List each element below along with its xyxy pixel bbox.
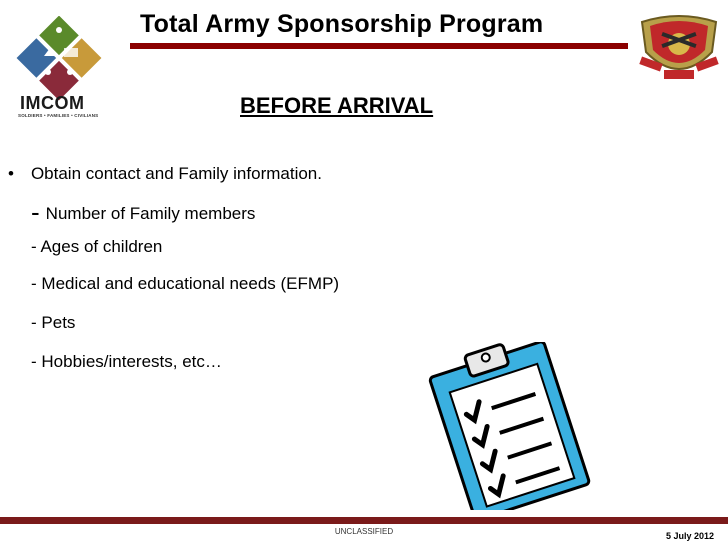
sub-point-text: Hobbies/interests, etc… xyxy=(41,352,222,371)
sub-point-dash: - xyxy=(31,237,37,256)
section-title: BEFORE ARRIVAL xyxy=(240,93,434,118)
header-divider xyxy=(130,43,628,49)
footer-divider xyxy=(0,517,728,524)
imcom-logo-name: IMCOM xyxy=(20,93,85,113)
sub-point-dash: - xyxy=(31,313,37,332)
sub-point xyxy=(31,197,255,228)
sub-point xyxy=(31,352,222,372)
sub-point-dash: - xyxy=(31,274,37,293)
sub-point xyxy=(31,313,75,333)
sub-point-dash: - xyxy=(31,352,37,371)
sub-point xyxy=(31,237,162,257)
classification-label: UNCLASSIFIED xyxy=(334,527,394,536)
army-crest-icon xyxy=(636,8,722,88)
sub-point-text: Ages of children xyxy=(40,237,163,256)
sub-point-text: Pets xyxy=(41,313,76,332)
sub-point-text: Number of Family members xyxy=(45,204,256,223)
main-point-text: Obtain contact and Family information. xyxy=(30,164,322,183)
sub-point xyxy=(31,274,339,294)
sub-point-text: Medical and educational needs (EFMP) xyxy=(41,274,340,293)
sub-point-dash: - xyxy=(31,197,40,227)
bullet-glyph: • xyxy=(8,164,14,183)
main-bullet xyxy=(8,164,322,184)
slide-date: 5 July 2012 xyxy=(665,531,714,541)
slide-header-title: Total Army Sponsorship Program xyxy=(140,10,544,38)
clipboard-checklist-icon xyxy=(408,342,608,510)
imcom-logo-tagline: SOLDIERS • FAMILIES • CIVILIANS xyxy=(18,113,99,118)
